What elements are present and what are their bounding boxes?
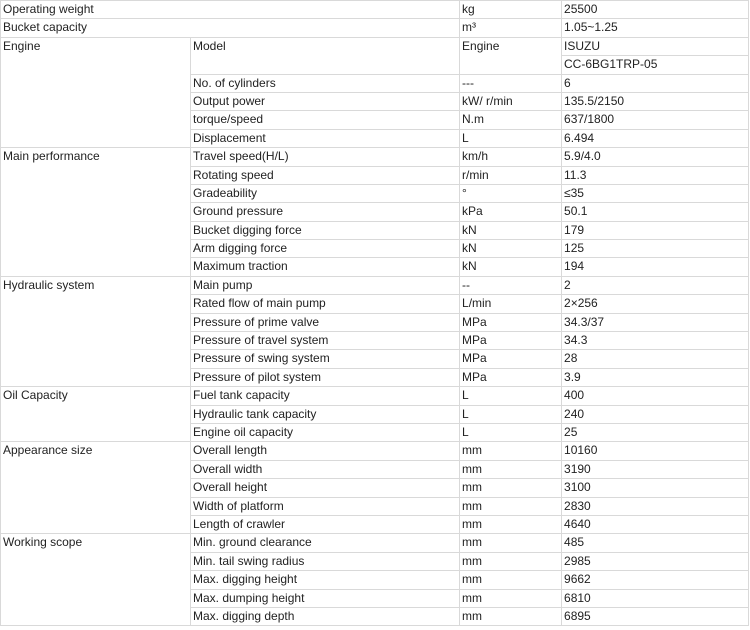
param-value: 2: [562, 276, 749, 294]
param-label: Rotating speed: [191, 166, 460, 184]
param-unit: mm: [460, 479, 562, 497]
param-unit: kW/ r/min: [460, 92, 562, 110]
param-value: 6.494: [562, 129, 749, 147]
row-value: 25500: [562, 1, 749, 19]
param-value: 2830: [562, 497, 749, 515]
group-label: Engine: [1, 37, 191, 147]
param-unit: mm: [460, 607, 562, 625]
param-value: 400: [562, 387, 749, 405]
param-label: Fuel tank capacity: [191, 387, 460, 405]
param-value: 6: [562, 74, 749, 92]
param-value: 3190: [562, 460, 749, 478]
param-value: 28: [562, 350, 749, 368]
table-row: [1, 442, 749, 460]
param-value: 50.1: [562, 203, 749, 221]
param-label: Max. dumping height: [191, 589, 460, 607]
param-label: Bucket digging force: [191, 221, 460, 239]
row-label: Bucket capacity: [1, 19, 460, 37]
param-value: 10160: [562, 442, 749, 460]
param-value: 125: [562, 240, 749, 258]
param-label: Ground pressure: [191, 203, 460, 221]
param-unit: MPa: [460, 368, 562, 386]
param-label: Length of crawler: [191, 515, 460, 533]
param-value: 6895: [562, 607, 749, 625]
param-label: Min. ground clearance: [191, 534, 460, 552]
param-unit: mm: [460, 497, 562, 515]
param-unit: --: [460, 276, 562, 294]
param-value: 9662: [562, 571, 749, 589]
param-unit: mm: [460, 589, 562, 607]
param-label: Displacement: [191, 129, 460, 147]
param-unit: MPa: [460, 313, 562, 331]
param-unit: L: [460, 387, 562, 405]
table-row: [1, 148, 749, 166]
param-unit: mm: [460, 552, 562, 570]
param-unit: ---: [460, 74, 562, 92]
param-unit: mm: [460, 534, 562, 552]
param-label: Output power: [191, 92, 460, 110]
param-label: Max. digging height: [191, 571, 460, 589]
param-value: 34.3/37: [562, 313, 749, 331]
param-value: 2985: [562, 552, 749, 570]
param-label: Min. tail swing radius: [191, 552, 460, 570]
param-value: 135.5/2150: [562, 92, 749, 110]
table-row: [1, 534, 749, 552]
param-unit: mm: [460, 515, 562, 533]
param-value: 3.9: [562, 368, 749, 386]
param-value: 11.3: [562, 166, 749, 184]
param-label: torque/speed: [191, 111, 460, 129]
table-row: [1, 387, 749, 405]
row-unit: m³: [460, 19, 562, 37]
param-value: 25: [562, 423, 749, 441]
param-label: Arm digging force: [191, 240, 460, 258]
param-value: 5.9/4.0: [562, 148, 749, 166]
group-label: Appearance size: [1, 442, 191, 534]
param-label: Model: [191, 37, 460, 74]
param-label: Maximum traction: [191, 258, 460, 276]
param-unit: °: [460, 184, 562, 202]
param-unit: r/min: [460, 166, 562, 184]
table-row: [1, 276, 749, 294]
param-value: 179: [562, 221, 749, 239]
param-label: Rated flow of main pump: [191, 295, 460, 313]
param-value: 240: [562, 405, 749, 423]
param-unit: MPa: [460, 332, 562, 350]
param-label: No. of cylinders: [191, 74, 460, 92]
row-unit: kg: [460, 1, 562, 19]
param-value: ≤35: [562, 184, 749, 202]
param-unit: mm: [460, 571, 562, 589]
param-unit: MPa: [460, 350, 562, 368]
param-value: 34.3: [562, 332, 749, 350]
table-row: [1, 1, 749, 19]
param-label: Pressure of travel system: [191, 332, 460, 350]
param-label: Width of platform: [191, 497, 460, 515]
param-label: Gradeability: [191, 184, 460, 202]
param-unit: N.m: [460, 111, 562, 129]
param-label: Pressure of pilot system: [191, 368, 460, 386]
param-unit: L: [460, 405, 562, 423]
param-unit: mm: [460, 460, 562, 478]
spec-table-body: [1, 1, 749, 626]
param-unit: kPa: [460, 203, 562, 221]
param-label: Hydraulic tank capacity: [191, 405, 460, 423]
param-unit: L/min: [460, 295, 562, 313]
group-label: Working scope: [1, 534, 191, 626]
param-label: Pressure of prime valve: [191, 313, 460, 331]
param-unit: L: [460, 129, 562, 147]
param-label: Overall width: [191, 460, 460, 478]
param-unit: L: [460, 423, 562, 441]
table-row: [1, 37, 749, 55]
group-label: Oil Capacity: [1, 387, 191, 442]
group-label: Hydraulic system: [1, 276, 191, 386]
param-value: 2×256: [562, 295, 749, 313]
param-value: CC-6BG1TRP-05: [562, 56, 749, 74]
param-label: Travel speed(H/L): [191, 148, 460, 166]
table-row: [1, 19, 749, 37]
param-unit: Engine: [460, 37, 562, 74]
param-unit: mm: [460, 442, 562, 460]
group-label: Main performance: [1, 148, 191, 277]
param-label: Main pump: [191, 276, 460, 294]
param-unit: kN: [460, 258, 562, 276]
param-value: 194: [562, 258, 749, 276]
param-label: Max. digging depth: [191, 607, 460, 625]
param-unit: kN: [460, 240, 562, 258]
param-unit: km/h: [460, 148, 562, 166]
param-unit: kN: [460, 221, 562, 239]
param-label: Overall height: [191, 479, 460, 497]
param-label: Overall length: [191, 442, 460, 460]
param-value: 485: [562, 534, 749, 552]
param-value: 4640: [562, 515, 749, 533]
row-label: Operating weight: [1, 1, 460, 19]
param-value: 3100: [562, 479, 749, 497]
param-value: 637/1800: [562, 111, 749, 129]
param-value: 6810: [562, 589, 749, 607]
param-label: Engine oil capacity: [191, 423, 460, 441]
param-label: Pressure of swing system: [191, 350, 460, 368]
param-value: ISUZU: [562, 37, 749, 55]
row-value: 1.05~1.25: [562, 19, 749, 37]
